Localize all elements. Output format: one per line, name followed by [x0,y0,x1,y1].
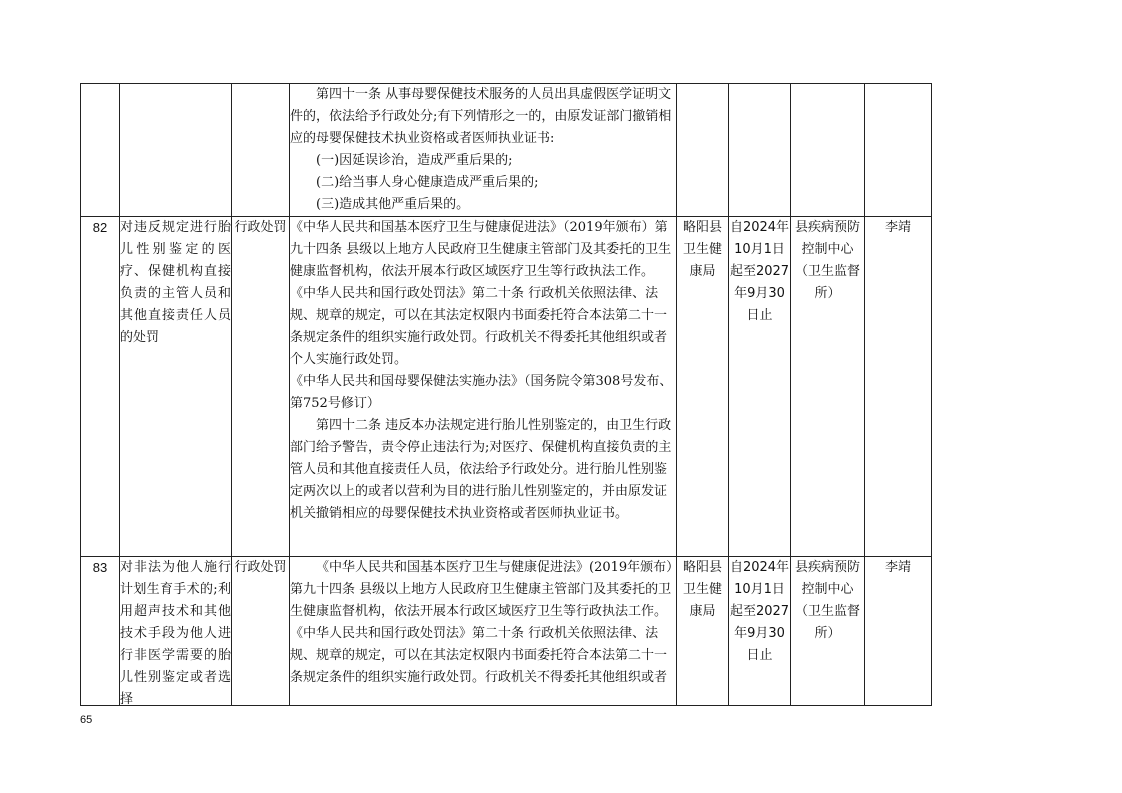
item-type [232,84,290,217]
legal-basis [290,84,677,217]
item-name [120,84,232,217]
item-type: 行政处罚 [232,217,290,557]
period [729,84,791,217]
basis-paragraph: 第四十一条 从事母婴保健技术服务的人员出具虚假医学证明文件的，依法给予行政处分;有下列情形之一的，由原发证部门撤销相应的母婴保健技术执业资格或者医师执业证书: [290,87,672,146]
entrusted-org: 县疾病预防控制中心（卫生监督所） [791,217,865,557]
table-row [81,217,932,557]
period: 自2024年10月1日起至2027年9月30日止 [729,557,791,706]
basis-paragraph: (三)造成其他严重后果的。 [316,197,470,212]
basis-paragraph: 《中华人民共和国行政处罚法》第二十条 行政机关依照法律、法规、规章的规定，可以在其法定权限内书面委托符合本法第二十一条规定条件的组织实施行政处罚。行政机关不得委托其他组织或者个人实施行政处罚。 [290,286,668,367]
basis-paragraph: 《中华人民共和国母婴保健法实施办法》（国务院令第308号发布、第752号修订） [290,374,673,411]
department: 略阳县卫生健康局 [677,217,729,557]
legal-basis [290,557,676,705]
responsible-person [865,84,932,217]
department: 略阳县卫生健康局 [677,557,729,706]
item-type: 行政处罚 [232,557,290,706]
basis-paragraph: 第四十二条 违反本办法规定进行胎儿性别鉴定的，由卫生行政部门给予警告，责令停止违法行为;对医疗、保健机构直接负责的主管人员和其他直接责任人员，依法给予行政处分。进行胎儿性别鉴定两次以上的或者以营利为目的进行胎儿性别鉴定的，并由原发证机关撤销相应的母婴保健技术执业资格或者医师执业证书。 [290,418,672,521]
legal-basis [290,217,677,557]
basis-paragraph: (一)因延误诊治，造成严重后果的; [316,153,513,168]
period: 自2024年10月1日起至2027年9月30日止 [729,217,791,557]
row-number [81,84,120,217]
responsible-person: 李靖 [865,557,932,706]
basis-paragraph: 《中华人民共和国基本医疗卫生与健康促进法》(2019年颁布）第九十四条 县级以上地方人民政府卫生健康主管部门及其委托的卫生健康监督机构，依法开展本行政区域医疗卫生等行政执法工作。 [290,560,673,619]
table-row [81,557,932,706]
department [677,84,729,217]
basis-paragraph: 《中华人民共和国行政处罚法》第二十条 行政机关依照法律、法规、规章的规定，可以在其法定权限内书面委托符合本法第二十一条规定条件的组织实施行政处罚。行政机关不得委托其他组织或者 [290,626,668,685]
item-name: 对违反规定进行胎儿性别鉴定的医疗、保健机构直接负责的主管人员和其他直接责任人员的处罚 [120,217,232,557]
responsible-person: 李靖 [865,217,932,557]
basis-paragraph: 《中华人民共和国基本医疗卫生与健康促进法》（2019年颁布）第九十四条 县级以上地方人民政府卫生健康主管部门及其委托的卫生健康监督机构，依法开展本行政区域医疗卫生等行政执法工作。 [290,220,672,279]
page-number: 65 [80,714,93,726]
item-name: 对非法为他人施行计划生育手术的;利用超声技术和其他技术手段为他人进行非医学需要的胎儿性别鉴定或者选择 [120,560,231,705]
basis-paragraph: (二)给当事人身心健康造成严重后果的; [316,175,539,190]
row-number: 82 [81,217,120,557]
entrusted-org: 县疾病预防控制中心（卫生监督所） [791,557,865,706]
entrusted-org [791,84,865,217]
table-row [81,84,932,217]
authorization-table [80,83,932,706]
row-number: 83 [81,557,120,706]
